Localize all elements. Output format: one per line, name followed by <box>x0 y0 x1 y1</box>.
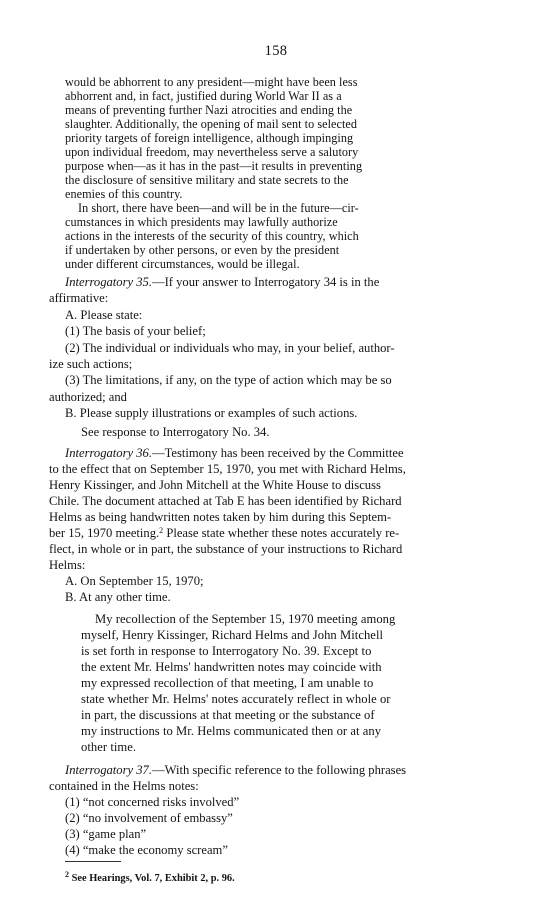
text-line: flect, in whole or in part, the substance of your instructions to Richard <box>49 542 403 556</box>
interrogatory-text: —Testimony has been received by the Committee <box>151 446 404 460</box>
text-line: upon individual freedom, may nevertheless serve a salutory <box>65 145 359 159</box>
text-line: would be abhorrent to any president—might have been less <box>65 75 358 89</box>
text-fragment: Please state whether these notes accurately re- <box>166 526 400 540</box>
footnote <box>65 872 235 885</box>
text-line: cumstances in which presidents may lawfully authorize <box>65 215 338 229</box>
page-number: 158 <box>264 43 288 59</box>
text-line: in part, the discussions at that meeting or the substance of <box>81 708 375 722</box>
footnote-mark: 2 <box>65 870 69 879</box>
text-line: priority targets of foreign intelligence, although impinging <box>65 131 354 145</box>
text-line: My recollection of the September 15, 1970 meeting among <box>95 612 396 626</box>
text-line: (1) The basis of your belief; <box>65 324 206 338</box>
text-line: (1) “not concerned risks involved” <box>65 795 240 809</box>
text-line: other time. <box>81 740 137 754</box>
text-line: myself, Henry Kissinger, Richard Helms and John Mitchell <box>81 628 384 642</box>
text-line: purpose when—as it has in the past—it results in preventing <box>65 159 363 173</box>
text-line: the disclosure of sensitive military and state secrets to the <box>65 173 349 187</box>
text-line: In short, there have been—and will be in the future—cir- <box>78 201 359 215</box>
text-line: A. Please state: <box>65 308 143 322</box>
text-line: is set forth in response to Interrogatory No. 39. Except to <box>81 644 372 658</box>
footnote-rule <box>65 861 121 862</box>
text-line: ize such actions; <box>49 357 133 371</box>
interrogatory-heading <box>65 447 404 460</box>
text-line: actions in the interests of the security of this country, which <box>65 229 359 243</box>
text-line: (2) “no involvement of embassy” <box>65 811 233 825</box>
text-line: slaughter. Additionally, the opening of mail sent to selected <box>65 117 357 131</box>
text-line: the extent Mr. Helms' handwritten notes may coincide with <box>81 660 382 674</box>
interrogatory-label: Interrogatory 35. <box>65 275 152 289</box>
text-line: abhorrent and, in fact, justified during World War II as a <box>65 89 342 103</box>
text-line: (4) “make the economy scream” <box>65 843 228 857</box>
text-line: enemies of this country. <box>65 187 183 201</box>
text-line: Helms as being handwritten notes taken by him during this Septem- <box>49 510 392 524</box>
text-line <box>49 527 399 540</box>
footnote-ref: 2 <box>159 526 164 535</box>
text-line: (2) The individual or individuals who may, in your belief, author- <box>65 341 395 355</box>
interrogatory-text: —If your answer to Interrogatory 34 is in the <box>151 275 380 289</box>
text-line: A. On September 15, 1970; <box>65 574 204 588</box>
response-text: See response to Interrogatory No. 34. <box>81 425 270 439</box>
text-line: contained in the Helms notes: <box>49 779 199 793</box>
text-line: (3) The limitations, if any, on the type of action which may be so <box>65 373 392 387</box>
interrogatory-text: —With specific reference to the following phrases <box>151 763 407 777</box>
text-line: my expressed recollection of that meeting, I am unable to <box>81 676 374 690</box>
interrogatory-heading <box>65 764 406 777</box>
text-line: to the effect that on September 15, 1970, you met with Richard Helms, <box>49 462 406 476</box>
footnote-text: See Hearings, Vol. 7, Exhibit 2, p. 96. <box>71 873 235 884</box>
text-line: B. At any other time. <box>65 590 171 604</box>
text-line: my instructions to Mr. Helms communicated then or at any <box>81 724 382 738</box>
text-line: under different circumstances, would be illegal. <box>65 257 300 271</box>
text-line: B. Please supply illustrations or examples of such actions. <box>65 406 358 420</box>
interrogatory-label: Interrogatory 36. <box>65 446 152 460</box>
text-line: affirmative: <box>49 291 109 305</box>
interrogatory-heading <box>65 276 379 289</box>
text-line: state whether Mr. Helms' notes accurately reflect in whole or <box>81 692 391 706</box>
interrogatory-label: Interrogatory 37. <box>65 763 152 777</box>
text-fragment: ber 15, 1970 meeting. <box>49 526 160 540</box>
text-line: (3) “game plan” <box>65 827 147 841</box>
text-line: authorized; and <box>49 390 127 404</box>
text-line: Helms: <box>49 558 86 572</box>
text-line: Henry Kissinger, and John Mitchell at the White House to discuss <box>49 478 381 492</box>
text-line: Chile. The document attached at Tab E has been identified by Richard <box>49 494 402 508</box>
text-line: means of preventing further Nazi atrocities and ending the <box>65 103 353 117</box>
text-line: if undertaken by other persons, or even by the president <box>65 243 340 257</box>
